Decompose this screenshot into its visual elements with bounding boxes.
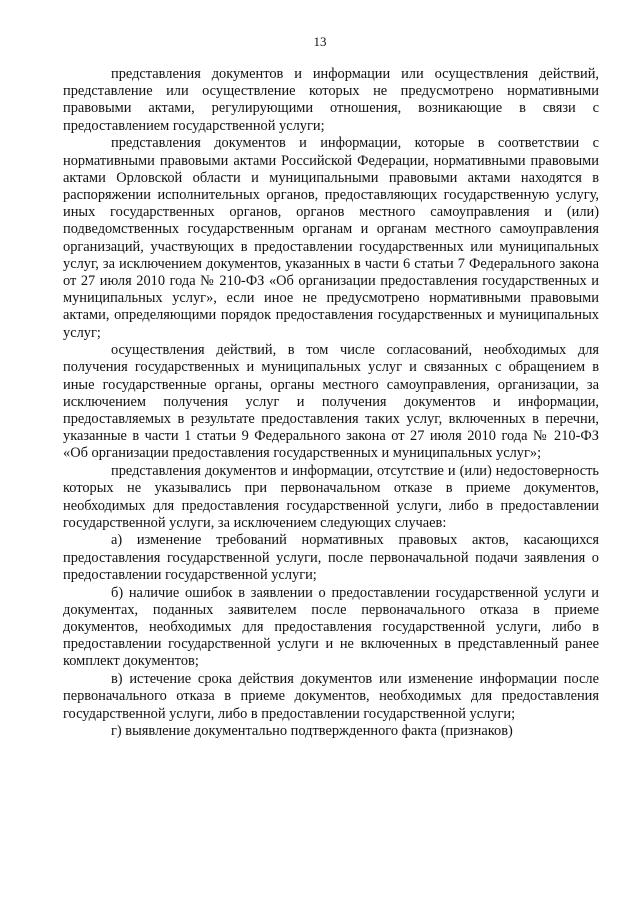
- paragraph-item-v: в) истечение срока действия документов или изменение информации после первоначального отказа в приеме документов, необходимых для предоставления государственной услуги, либо в предоставлении государственной услуги;: [63, 671, 599, 722]
- paragraph: осуществления действий, в том числе согласований, необходимых для получения государственных и муниципальных услуг и связанных с обращением в иные государственные органы, органы местного самоуправления, организации, за исключением получения услуг и получения документов и информации, предоставляемых в результате предоставления таких услуг, включенных в перечни, указанные в части 1 статьи 9 Федерального закона от 27 июля 2010 года № 210-ФЗ «Об организации предоставления государственных и муниципальных услуг»;: [63, 342, 599, 462]
- paragraph: представления документов и информации, отсутствие и (или) недостоверность которых не указывались при первоначальном отказе в приеме документов, необходимых для предоставления государственной услуги, либо в предоставлении государственной услуги, за исключением следующих случаев:: [63, 463, 599, 531]
- paragraph-item-g: г) выявление документально подтвержденного факта (признаков): [111, 723, 513, 740]
- paragraph: представления документов и информации или осуществления действий, представление или осуществление которых не предусмотрено нормативными правовыми актами, регулирующими отношения, возникающие в связи с предоставлением государственной услуги;: [63, 66, 599, 134]
- paragraph-item-a: а) изменение требований нормативных правовых актов, касающихся предоставления государственной услуги, после первоначальной подачи заявления о предоставлении государственной услуги;: [63, 532, 599, 583]
- paragraph-item-b: б) наличие ошибок в заявлении о предоставлении государственной услуги и документах, поданных заявителем после первоначального отказа в приеме документов, необходимых для предоставления государственной услуги, либо в предоставлении государственной услуги и не включенных в представленный ранее комплект документов;: [63, 584, 599, 670]
- document-body: [63, 66, 599, 741]
- paragraph: представления документов и информации, которые в соответствии с нормативными правовыми актами Российской Федерации, нормативными правовыми актами Орловской области и муниципальными правовыми актами находятся в распоряжении исполнительных органов, предоставляющих государственную услугу, иных государственных органов, органов местного самоуправления и (или) подведомственных государственным органам и органам местного самоуправления организаций, участвующих в предоставлении государственных или муниципальных услуг, за исключением документов, указанных в части 6 статьи 7 Федерального закона от 27 июля 2010 года № 210-ФЗ «Об организации предоставления государственных и муниципальных услуг», если иное не предусмотрено нормативными правовыми актами, определяющими порядок предоставления государственных и муниципальных услуг;: [63, 135, 599, 341]
- page-number: 13: [313, 34, 327, 49]
